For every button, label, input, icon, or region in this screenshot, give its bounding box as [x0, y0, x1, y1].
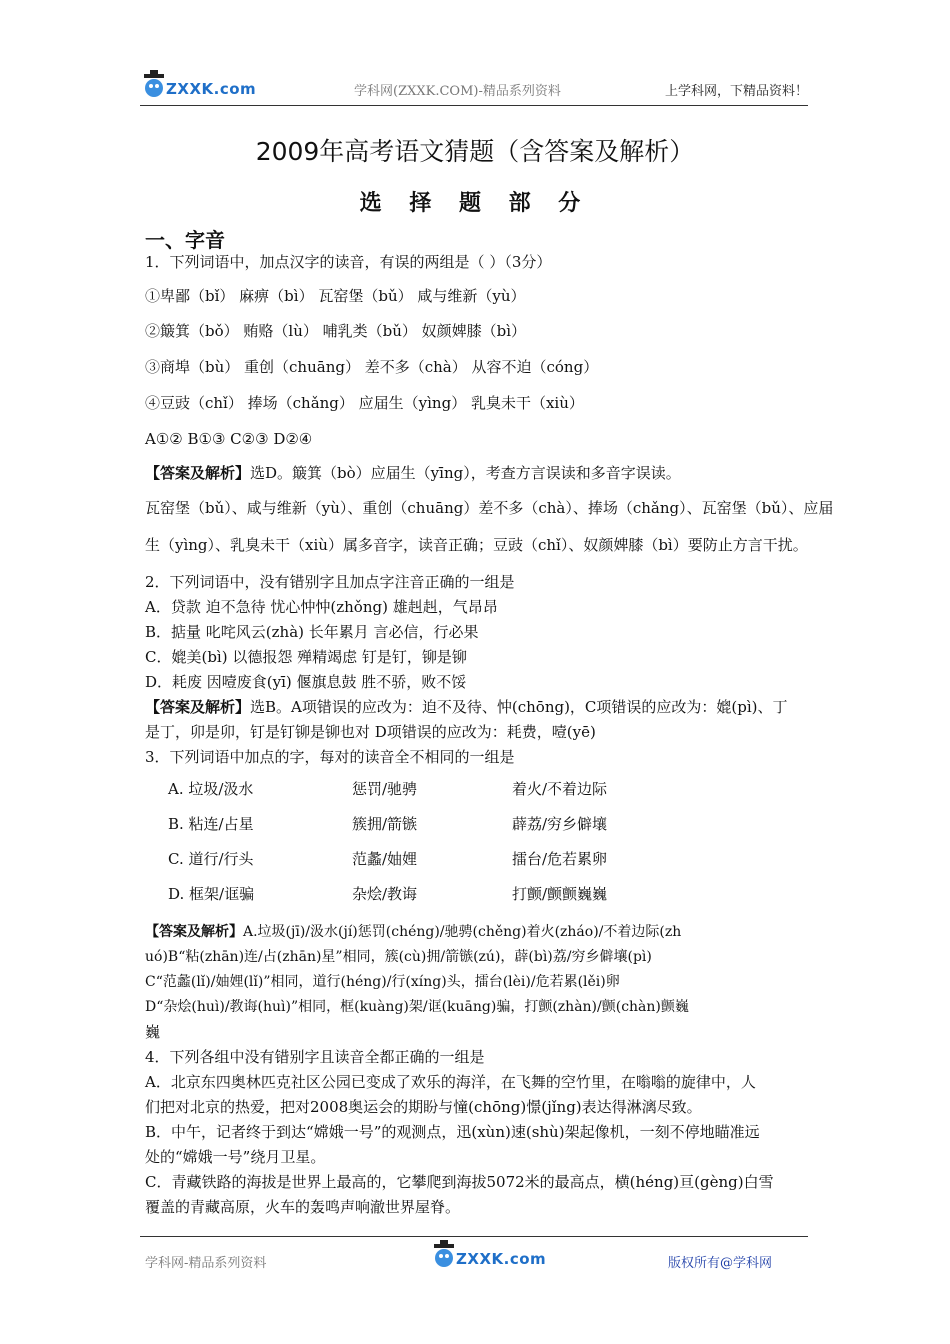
option-line-4: ④豆豉（chǐ） 捧场（chǎng） 应届生（yìng） 乳臭未干（xiù）: [145, 394, 584, 412]
document-subtitle: 选 择 题 部 分: [359, 191, 591, 216]
answer-text: 选D。簸箕（bò）应届生（yīng），考查方言误读和多音字误读。: [250, 464, 681, 482]
explanation-line: uó)B“粘(zhān)连/占(zhān)星”相同，簇(cù)拥/箭镞(zú)，薜(bì)荔/穷乡僻壤(pì): [145, 949, 652, 965]
explanation-line: D“杂烩(huì)/教诲(huì)”相同，框(kuàng)架/诓(kuāng)骗，打颤(zhàn)/颤(chàn)颤巍: [145, 999, 689, 1015]
table-cell: 擂台/危若累卵: [512, 850, 608, 868]
table-cell: 杂烩/教诲: [352, 885, 418, 903]
answer-label: 【答案及解析】: [145, 464, 251, 482]
table-cell: B. 粘连/占星: [168, 815, 254, 833]
table-cell: D. 框架/诓骗: [168, 885, 255, 903]
answer-label: 【答案及解析】: [145, 924, 243, 940]
option-b: B．掂量 叱咤风云(zhà) 长年累月 言必信，行必果: [145, 623, 479, 641]
explanation-line: C“范蠡(lǐ)/妯娌(lǐ)”相同，道行(héng)/行(xíng)头，擂台(lèi)/危若累(lěi)卵: [145, 974, 620, 990]
answer-text: A.垃圾(jī)/汲水(jí)惩罚(chéng)/驰骋(chěng)着火(zháo)/不着边际(zh: [243, 924, 682, 940]
header-slogan: 上学科网，下精品资料！: [664, 84, 808, 99]
table-cell: 惩罚/驰骋: [352, 780, 418, 798]
zxxk-logo: [140, 68, 257, 102]
option-line-1: ①卑鄙（bǐ） 麻痹（bì） 瓦窑堡（bǔ） 咸与维新（yù）: [145, 287, 526, 305]
table-cell: 打颤/颤颤巍巍: [512, 885, 608, 903]
option-c-continued: 覆盖的青藏高原，火车的轰鸣声响澈世界屋脊。: [145, 1198, 461, 1216]
option-a-continued: 们把对北京的热爱，把对2008奥运会的期盼与憧(chōng)憬(jǐng)表达得淋漓尽致。: [145, 1098, 702, 1116]
option-c: C．青藏铁路的海拔是世界上最高的，它攀爬到海拔5072米的最高点，横(héng)亘(gèng)白雪: [145, 1173, 774, 1191]
explanation-line: 巍: [145, 1023, 161, 1041]
footer-left-text: 学科网-精品系列资料: [145, 1256, 267, 1271]
header-site-title: 学科网(ZXXK.COM)-精品系列资料: [354, 84, 561, 99]
footer-divider: [140, 1236, 808, 1237]
option-line-3: ③商埠（bù） 重创（chuāng） 差不多（chà） 从容不迫（cóng）: [145, 358, 599, 376]
table-cell: C. 道行/行头: [168, 850, 254, 868]
question-4: 4．下列各组中没有错别字且读音全都正确的一组是: [145, 1048, 485, 1066]
table-cell: A. 垃圾/汲水: [168, 780, 254, 798]
table-cell: 薜荔/穷乡僻壤: [512, 815, 608, 833]
table-cell: 范蠡/妯娌: [352, 850, 418, 868]
option-b-continued: 处的“嫦娥一号”绕月卫星。: [145, 1148, 326, 1166]
answer-3: [145, 922, 681, 942]
answer-label: 【答案及解析】: [145, 698, 251, 716]
option-a: A．北京东四奥林匹克社区公园已变成了欢乐的海洋，在飞舞的空竹里，在嗡嗡的旋律中，人: [145, 1073, 756, 1091]
option-line-2: ②簸箕（bǒ） 贿赂（lù） 哺乳类（bǔ） 奴颜婢膝（bì）: [145, 322, 527, 340]
footer-copyright: 版权所有@学科网: [668, 1256, 773, 1271]
option-d: D．耗废 因噎废食(yī) 偃旗息鼓 胜不骄，败不馁: [145, 673, 467, 691]
question-2: 2．下列词语中，没有错别字且加点字注音正确的一组是: [145, 573, 515, 591]
section-heading: 一、字音: [145, 228, 225, 252]
document-title: 2009年高考语文猜题（含答案及解析）: [255, 137, 695, 166]
answer-text: 选B。A项错误的应改为：迫不及待、忡(chōng)，C项错误的应改为：媲(pì)、丁: [250, 698, 788, 716]
answer-1: [145, 463, 681, 483]
answer-choices: A①② B①③ C②③ D②④: [145, 430, 313, 448]
option-a: A．贷款 迫不急待 忧心忡忡(zhǒng) 雄赳赳，气昂昂: [145, 598, 498, 616]
table-cell: 着火/不着边际: [512, 780, 608, 798]
explanation-line: 生（yìng）、乳臭未干（xiù）属多音字，读音正确；豆豉（chǐ）、奴颜婢膝（bì）要防止方言干扰。: [145, 536, 808, 554]
option-c: C．媲美(bì) 以德报怨 殚精竭虑 钉是钉，铆是铆: [145, 648, 467, 666]
page-header: [140, 68, 808, 106]
explanation-line: 瓦窑堡（bǔ）、咸与维新（yù）、重创（chuāng）差不多（chà）、捧场（chǎng）、瓦窑堡（bǔ）、应届: [145, 499, 834, 517]
answer-2: [145, 697, 788, 717]
answer-continued: 是丁，卯是卯，钉是钉铆是铆也对 D项错误的应改为：耗费，噎(yē): [145, 723, 596, 741]
question-3: 3．下列词语中加点的字，每对的读音全不相同的一组是: [145, 748, 515, 766]
option-b: B．中午，记者终于到达“嫦娥一号”的观测点，迅(xùn)速(shù)架起像机，一刻不停地瞄准远: [145, 1123, 760, 1141]
header-divider: [140, 105, 808, 106]
table-cell: 簇拥/箭镞: [352, 815, 418, 833]
footer-logo: [430, 1238, 547, 1272]
logo-text: ZXXK.com: [456, 1250, 547, 1268]
question-1: 1．下列词语中，加点汉字的读音，有误的两组是（ ）（3分）: [145, 253, 552, 271]
logo-text: ZXXK.com: [166, 80, 257, 98]
